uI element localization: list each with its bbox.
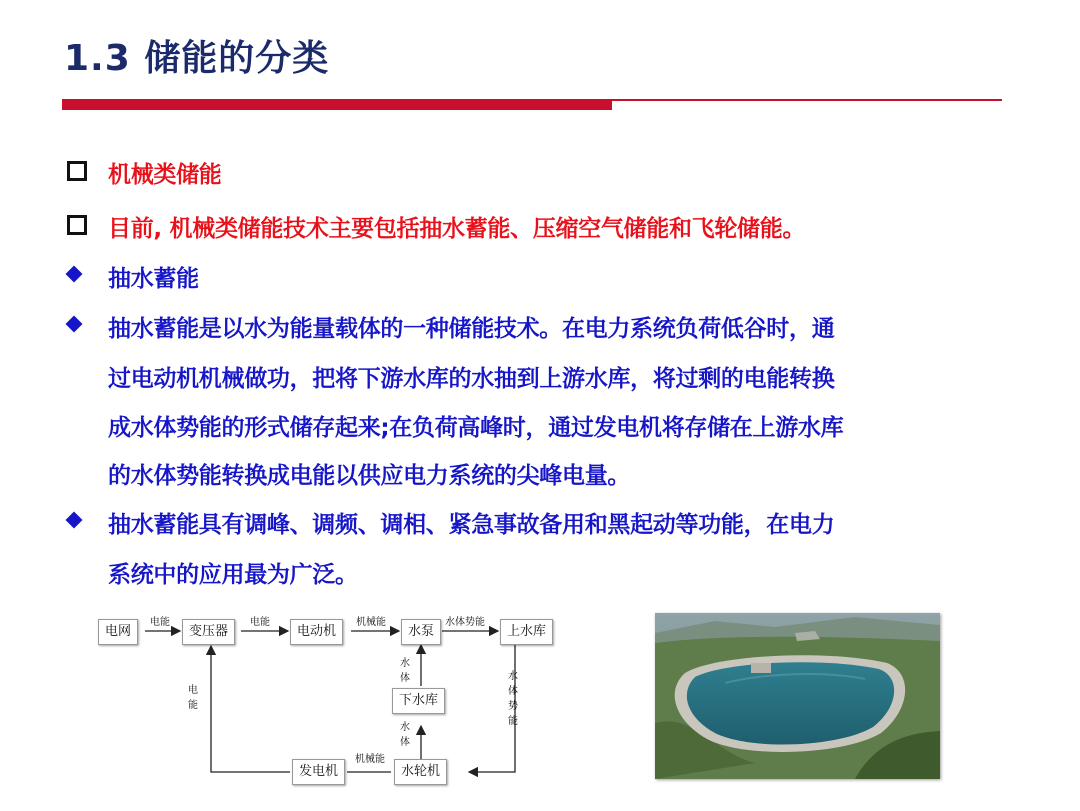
bullet-mechanical-types: 目前, 机械类储能技术主要包括抽水蓄能、压缩空气储能和飞轮储能。 (108, 216, 806, 242)
label-electric-energy: 电能 (150, 617, 170, 628)
diamond-bullet-icon (66, 316, 83, 333)
function-line-1: 抽水蓄能具有调峰、调频、调相、紧急事故备用和黑起动等功能，在电力 (108, 512, 835, 538)
label-water-potential-vertical: 水体势能 (508, 671, 518, 727)
box-motor: 电动机 (290, 619, 343, 645)
square-bullet-icon (67, 215, 87, 235)
pumped-storage-flow-diagram (90, 605, 590, 795)
paragraph-line-3: 成水体势能的形式储存起来;在负荷高峰时，通过发电机将存储在上游水库 (108, 415, 844, 441)
label-water-body: 水体 (400, 658, 410, 684)
box-pump: 水泵 (401, 619, 441, 645)
bullet-mechanical-storage: 机械类储能 (108, 162, 222, 188)
label-mechanical-energy: 机械能 (355, 754, 385, 765)
label-water-body: 水体 (400, 722, 410, 748)
reservoir-photo (655, 613, 940, 779)
function-line-2: 系统中的应用最为广泛。 (108, 562, 358, 588)
paragraph-line-2: 过电动机机械做功，把将下游水库的水抽到上游水库，将过剩的电能转换 (108, 366, 835, 392)
label-electric-energy-vertical: 电能 (188, 685, 198, 711)
box-generator: 发电机 (292, 759, 345, 785)
title-underline-thin (612, 99, 1002, 101)
paragraph-line-1: 抽水蓄能是以水为能量载体的一种储能技术。在电力系统负荷低谷时，通 (108, 316, 835, 342)
page-title: 1.3 储能的分类 (64, 38, 330, 79)
diamond-bullet-icon (66, 266, 83, 283)
box-lower-reservoir: 下水库 (392, 688, 445, 714)
label-mechanical-energy: 机械能 (356, 617, 386, 628)
box-transformer: 变压器 (182, 619, 235, 645)
square-bullet-icon (67, 161, 87, 181)
box-turbine: 水轮机 (394, 759, 447, 785)
paragraph-line-4: 的水体势能转换成电能以供应电力系统的尖峰电量。 (108, 463, 631, 489)
label-electric-energy: 电能 (250, 617, 270, 628)
bullet-pumped-storage: 抽水蓄能 (108, 266, 199, 292)
box-upper-reservoir: 上水库 (500, 619, 553, 645)
box-grid: 电网 (98, 619, 138, 645)
diamond-bullet-icon (66, 512, 83, 529)
title-underline-thick (62, 99, 612, 110)
label-water-potential-energy: 水体势能 (445, 617, 485, 628)
